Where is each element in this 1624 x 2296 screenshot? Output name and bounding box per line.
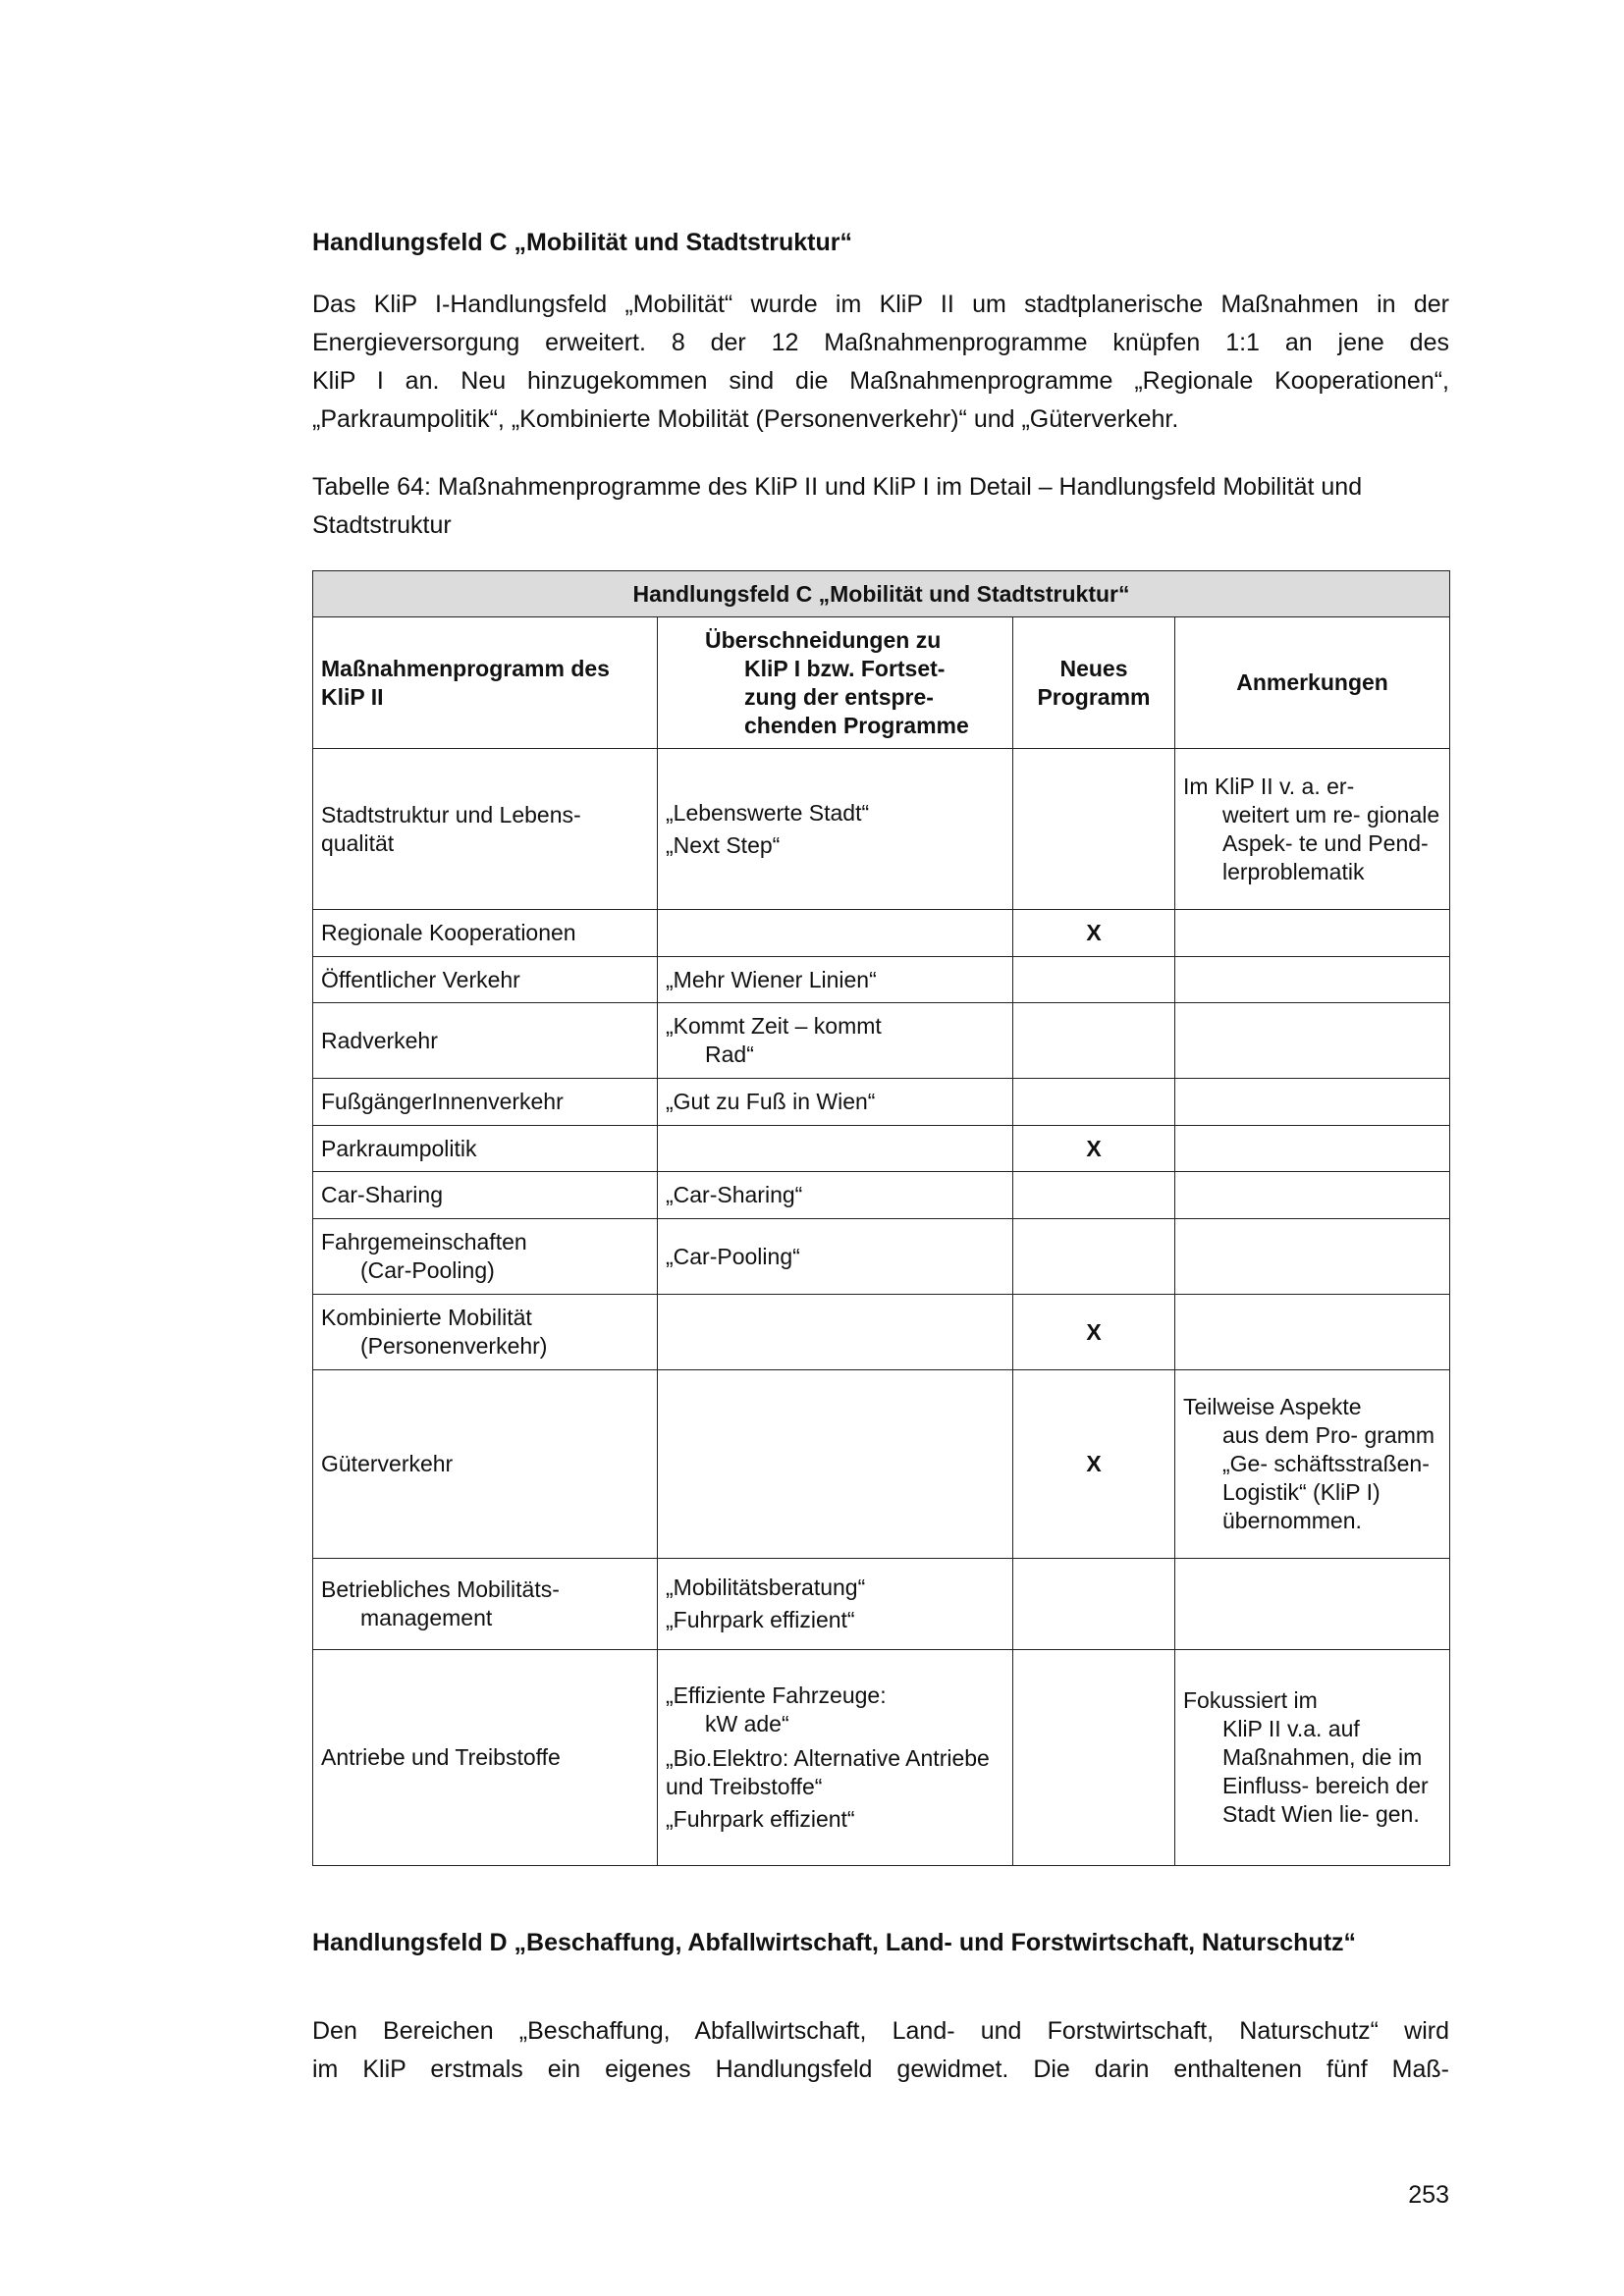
- cell-new: [1013, 749, 1175, 910]
- cell-notes: [1175, 1650, 1450, 1866]
- cell-line: Fokussiert im: [1183, 1687, 1318, 1713]
- table-row: [313, 1295, 1450, 1370]
- paragraph-line: „Parkraumpolitik“, „Kombinierte Mobilität (Personenverkehr)“ und „Güterverkehr.: [312, 405, 1179, 433]
- cell-overlap: [658, 1003, 1013, 1079]
- section-d-paragraph: [312, 2012, 1449, 2089]
- paragraph-line: KliP I an. Neu hinzugekommen sind die Maßnahmenprogramme „Regionale Kooperationen“,: [312, 367, 1449, 395]
- header-notes: Anmerkungen: [1175, 617, 1450, 749]
- header-overlap: [658, 617, 1013, 749]
- header-overlap-line: chenden Programme: [744, 712, 969, 738]
- cell-program: [313, 1219, 658, 1295]
- cell-new: [1013, 1559, 1175, 1650]
- cell-line: Rad“: [705, 1041, 754, 1067]
- cell-program: Antriebe und Treibstoffe: [313, 1650, 658, 1866]
- cell-line: qualität: [321, 829, 395, 856]
- cell-line: Stadtstruktur und Lebens-: [321, 801, 581, 828]
- cell-overlap: [658, 1559, 1013, 1650]
- cell-overlap: „Gut zu Fuß in Wien“: [658, 1079, 1013, 1126]
- table-row: [313, 957, 1450, 1003]
- cell-line: Fahrgemeinschaften: [321, 1229, 527, 1255]
- table-title-row: [313, 571, 1450, 617]
- cell-program: Regionale Kooperationen: [313, 910, 658, 957]
- cell-line: „Mobilitätsberatung“: [666, 1575, 866, 1600]
- cell-line: (Car-Pooling): [360, 1257, 495, 1283]
- cell-line: „Effiziente Fahrzeuge:: [666, 1682, 887, 1708]
- cell-program: Güterverkehr: [313, 1370, 658, 1559]
- header-new: Neues Programm: [1013, 617, 1175, 749]
- table-row: [313, 1003, 1450, 1079]
- table-row: [313, 1219, 1450, 1295]
- cell-line: Im KliP II v. a. er-: [1183, 773, 1355, 799]
- cell-line: aus dem Pro- gramm „Ge- schäftsstraßen- Logistik“ (KliP I) übernommen.: [1222, 1422, 1435, 1533]
- cell-overlap: [658, 910, 1013, 957]
- cell-notes: [1175, 1172, 1450, 1219]
- table-row: [313, 1650, 1450, 1866]
- cell-notes: [1175, 749, 1450, 910]
- table-row: [313, 1559, 1450, 1650]
- cell-new: X: [1013, 1126, 1175, 1172]
- cell-new: [1013, 1650, 1175, 1866]
- cell-line: KliP II v.a. auf Maßnahmen, die im Einfluss- bereich der Stadt Wien lie- gen.: [1222, 1716, 1429, 1827]
- table-header-row: [313, 617, 1450, 749]
- table-row: [313, 1172, 1450, 1219]
- paragraph-line: im KliP erstmals ein eigenes Handlungsfeld gewidmet. Die darin enthaltenen fünf Maß-: [312, 2056, 1449, 2083]
- table-row: [313, 1079, 1450, 1126]
- cell-program: [313, 749, 658, 910]
- cell-line: „Lebenswerte Stadt“: [666, 799, 870, 826]
- cell-new: [1013, 1172, 1175, 1219]
- cell-notes: [1175, 1079, 1450, 1126]
- cell-notes: [1175, 1219, 1450, 1295]
- cell-line: weitert um re- gionale Aspek- te und Pend- lerproblematik: [1222, 801, 1440, 884]
- cell-new: X: [1013, 1295, 1175, 1370]
- measures-table: [312, 570, 1450, 1866]
- cell-overlap: [658, 1126, 1013, 1172]
- cell-line: Kombinierte Mobilität: [321, 1305, 532, 1330]
- cell-line: Teilweise Aspekte: [1183, 1394, 1362, 1419]
- paragraph-line: Den Bereichen „Beschaffung, Abfallwirtschaft, Land- und Forstwirtschaft, Naturschutz“ wird: [312, 2017, 1449, 2045]
- cell-line: Betriebliches Mobilitäts-: [321, 1576, 560, 1602]
- section-d-heading: Handlungsfeld D „Beschaffung, Abfallwirtschaft, Land- und Forstwirtschaft, Naturschutz“: [312, 1929, 1357, 1956]
- cell-new: [1013, 1079, 1175, 1126]
- cell-overlap: [658, 1650, 1013, 1866]
- cell-overlap: [658, 1295, 1013, 1370]
- cell-notes: [1175, 957, 1450, 1003]
- cell-notes: [1175, 1126, 1450, 1172]
- cell-line: (Personenverkehr): [360, 1333, 548, 1359]
- cell-overlap: [658, 1370, 1013, 1559]
- cell-program: Öffentlicher Verkehr: [313, 957, 658, 1003]
- paragraph-line: Energieversorgung erweitert. 8 der 12 Maßnahmenprogramme knüpfen 1:1 an jene des: [312, 329, 1449, 356]
- cell-new: X: [1013, 910, 1175, 957]
- table-title: Handlungsfeld C „Mobilität und Stadtstruktur“: [313, 571, 1450, 617]
- table-row: [313, 1370, 1450, 1559]
- cell-new: [1013, 957, 1175, 1003]
- cell-program: [313, 1559, 658, 1650]
- cell-program: [313, 1295, 658, 1370]
- section-c-heading: Handlungsfeld C „Mobilität und Stadtstruktur“: [312, 229, 852, 256]
- cell-line: „Fuhrpark effizient“: [666, 1806, 855, 1832]
- header-overlap-line: Überschneidungen zu: [705, 626, 942, 653]
- cell-line: „Fuhrpark effizient“: [666, 1607, 855, 1632]
- table-caption: Tabelle 64: Maßnahmenprogramme des KliP II und KliP I im Detail – Handlungsfeld Mobilität und Stadtstruktur: [312, 473, 1363, 539]
- table-row: [313, 749, 1450, 910]
- cell-notes: [1175, 1295, 1450, 1370]
- header-overlap-line: zung der entspre-: [744, 683, 934, 710]
- cell-line: „Next Step“: [666, 831, 781, 858]
- cell-notes: [1175, 1559, 1450, 1650]
- header-program: Maßnahmenprogramm des KliP II: [313, 617, 658, 749]
- cell-line: „Bio.Elektro: Alternative Antriebe und Treibstoffe“: [666, 1745, 990, 1799]
- cell-overlap: [658, 749, 1013, 910]
- page-number: 253: [1408, 2181, 1449, 2209]
- cell-notes: [1175, 1003, 1450, 1079]
- cell-notes: [1175, 1370, 1450, 1559]
- cell-line: management: [360, 1605, 493, 1630]
- cell-overlap: „Mehr Wiener Linien“: [658, 957, 1013, 1003]
- cell-line: „Kommt Zeit – kommt: [666, 1013, 882, 1039]
- cell-program: Car-Sharing: [313, 1172, 658, 1219]
- cell-new: X: [1013, 1370, 1175, 1559]
- cell-new: [1013, 1003, 1175, 1079]
- cell-overlap: „Car-Pooling“: [658, 1219, 1013, 1295]
- header-overlap-line: KliP I bzw. Fortset-: [744, 655, 946, 681]
- table-row: [313, 1126, 1450, 1172]
- cell-overlap: „Car-Sharing“: [658, 1172, 1013, 1219]
- table-row: [313, 910, 1450, 957]
- cell-line: kW ade“: [705, 1711, 789, 1736]
- paragraph-line: Das KliP I-Handlungsfeld „Mobilität“ wurde im KliP II um stadtplanerische Maßnahmen in der: [312, 291, 1449, 318]
- cell-new: [1013, 1219, 1175, 1295]
- section-c-paragraph: [312, 286, 1449, 439]
- cell-program: Radverkehr: [313, 1003, 658, 1079]
- cell-notes: [1175, 910, 1450, 957]
- cell-program: Parkraumpolitik: [313, 1126, 658, 1172]
- cell-program: FußgängerInnenverkehr: [313, 1079, 658, 1126]
